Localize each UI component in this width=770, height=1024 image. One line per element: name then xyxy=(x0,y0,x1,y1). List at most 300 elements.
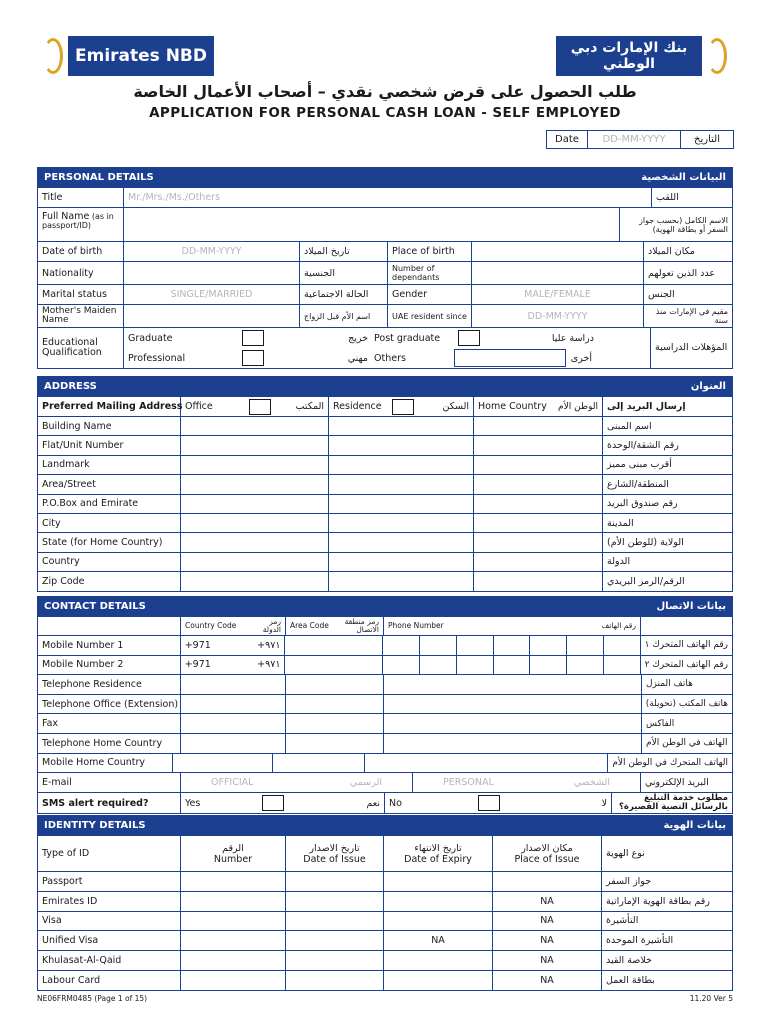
id-place-input[interactable]: NA xyxy=(493,931,602,950)
identity-row-label: Passport xyxy=(38,872,181,891)
address-residence-input[interactable] xyxy=(329,436,474,454)
address-home-country-input[interactable] xyxy=(474,456,603,474)
address-residence-input[interactable] xyxy=(329,514,474,532)
address-residence-input[interactable] xyxy=(329,533,474,551)
contact-rows xyxy=(38,635,732,772)
country-code-input[interactable] xyxy=(181,675,286,694)
contact-row-label: Mobile Home Country xyxy=(38,754,173,773)
fullname-label: Full Name (as in passport/ID) xyxy=(38,208,124,241)
col-issue-header xyxy=(286,836,384,871)
fullname-row xyxy=(38,207,732,241)
date-input[interactable]: DD-MM-YYYY xyxy=(588,131,681,148)
education-row xyxy=(38,327,732,368)
type-of-id-label: Type of ID xyxy=(38,836,181,871)
office-checkbox[interactable] xyxy=(249,399,271,415)
section-title-ar: بيانات الاتصال xyxy=(656,601,726,612)
logo-text-en: Emirates NBD xyxy=(75,46,207,66)
id-expiry-input[interactable] xyxy=(384,892,493,911)
section-title: PERSONAL DETAILS xyxy=(44,172,154,183)
phone-digit-box[interactable] xyxy=(567,656,604,675)
marital-label: Marital status xyxy=(38,285,124,304)
identity-row xyxy=(38,871,732,891)
sms-yes-option xyxy=(181,793,385,813)
fullname-label-ar: الاسم الكامل (بحسب جواز السفر أو بطاقة الهوية) xyxy=(639,215,728,234)
mother-label: Mother's Maiden Name xyxy=(38,305,124,327)
date-label: Date xyxy=(547,131,588,148)
address-row-label-ar: الولاية (للوطن الأم) xyxy=(607,537,684,549)
address-row-label: Building Name xyxy=(38,417,181,435)
col-issue-ar: تاريخ الاصدار xyxy=(309,842,360,854)
address-office-input[interactable] xyxy=(181,456,329,474)
phone-digit-box[interactable] xyxy=(457,636,494,655)
country-code-label-ar: رمز الدولة xyxy=(262,617,281,634)
address-office-input[interactable] xyxy=(181,417,329,435)
phone-number-label-ar: رقم الهاتف xyxy=(601,621,636,630)
address-rows xyxy=(38,416,732,591)
id-expiry-input[interactable] xyxy=(384,971,493,990)
address-home-country-input[interactable] xyxy=(474,533,603,551)
dependants-label: Number of dependants xyxy=(388,262,472,284)
home-country-label-ar: الوطن الأم xyxy=(558,401,598,412)
identity-rows xyxy=(38,871,732,990)
edu-label-ar: المؤهلات الدراسية xyxy=(655,342,728,353)
section-title: IDENTITY DETAILS xyxy=(44,820,146,831)
logo-mark-icon xyxy=(38,36,68,76)
contact-row xyxy=(38,733,732,753)
address-residence-input[interactable] xyxy=(329,456,474,474)
residence-label: Residence xyxy=(333,401,382,412)
contact-row-label-ar: رقم الهاتف المتحرك ١ xyxy=(644,640,728,651)
email-label: E-mail xyxy=(38,773,181,792)
col-place-ar: مكان الاصدار xyxy=(521,842,573,854)
phone-digit-box[interactable] xyxy=(420,656,457,675)
office-label: Office xyxy=(185,401,213,412)
phone-digit-box[interactable] xyxy=(420,636,457,655)
personal-email-input[interactable] xyxy=(413,773,641,792)
identity-row-label-ar: جواز السفر xyxy=(606,875,652,887)
address-row xyxy=(38,513,732,532)
identity-section xyxy=(37,815,733,991)
address-row-label-ar: رقم الشقة/الوحدة xyxy=(607,440,679,452)
contact-row-label-ar: الهاتف المتحرك في الوطن الأم xyxy=(612,757,728,768)
address-residence-input[interactable] xyxy=(329,572,474,590)
official-placeholder: OFFICIAL xyxy=(211,777,254,789)
address-home-country-input[interactable] xyxy=(474,475,603,493)
id-issue-input[interactable] xyxy=(286,892,384,911)
id-number-input[interactable] xyxy=(181,872,286,891)
country-code-input[interactable] xyxy=(181,636,286,655)
address-home-country-input[interactable] xyxy=(474,417,603,435)
postgrad-label-ar: دراسة عليا xyxy=(551,332,594,344)
contact-row-label: Telephone Home Country xyxy=(38,734,181,753)
address-row xyxy=(38,474,732,493)
identity-row xyxy=(38,891,732,911)
address-residence-input[interactable] xyxy=(329,475,474,493)
dob-input[interactable]: DD-MM-YYYY xyxy=(124,242,300,261)
email-row xyxy=(38,772,732,792)
contact-row-label-ar: رقم الهاتف المتحرك ٢ xyxy=(644,659,728,670)
contact-row xyxy=(38,694,732,714)
office-option xyxy=(181,397,329,416)
id-issue-input[interactable] xyxy=(286,912,384,931)
professional-label: Professional xyxy=(128,352,186,364)
official-placeholder-ar: الرسمي xyxy=(349,777,382,789)
yes-checkbox[interactable] xyxy=(262,795,284,811)
id-expiry-input[interactable]: NA xyxy=(384,931,493,950)
sms-label: SMS alert required? xyxy=(38,793,181,813)
section-header xyxy=(38,377,732,396)
address-residence-input[interactable] xyxy=(329,553,474,571)
sms-no-option xyxy=(385,793,612,813)
section-header xyxy=(38,597,732,616)
professional-label-ar: مهني xyxy=(347,352,368,364)
address-row-label: City xyxy=(38,514,181,532)
office-label-ar: المكتب xyxy=(295,401,324,412)
identity-row-label-ar: رقم بطاقة الهوية الإماراتية xyxy=(606,895,710,907)
identity-row xyxy=(38,970,732,990)
address-section xyxy=(37,376,733,592)
dob-label: Date of birth xyxy=(38,242,124,261)
dependants-input[interactable] xyxy=(472,262,644,284)
date-label-ar: التاريخ xyxy=(694,134,720,145)
marital-label-ar: الحالة الاجتماعية xyxy=(300,285,388,304)
address-row xyxy=(38,455,732,474)
uae-label-ar: مقيم في الإمارات منذ سنة xyxy=(655,307,728,325)
col-number-header xyxy=(181,836,286,871)
address-row-label-ar: المدينة xyxy=(607,517,634,529)
personal-details-section xyxy=(37,167,733,369)
preferred-address-row xyxy=(38,396,732,416)
country-code-value: +971 xyxy=(184,659,211,671)
col-expiry-ar: تاريخ الانتهاء xyxy=(414,842,462,854)
emirates-nbd-logo-ar xyxy=(556,36,732,76)
id-place-input[interactable] xyxy=(493,872,602,891)
id-number-input[interactable] xyxy=(181,971,286,990)
section-title: CONTACT DETAILS xyxy=(44,601,146,612)
section-title-ar: بيانات الهوية xyxy=(663,820,726,831)
others-input[interactable] xyxy=(454,349,566,367)
fullname-input[interactable] xyxy=(124,208,620,241)
phone-digit-box[interactable] xyxy=(530,636,567,655)
id-place-input[interactable]: NA xyxy=(493,971,602,990)
id-issue-input[interactable] xyxy=(286,951,384,970)
id-issue-input[interactable] xyxy=(286,872,384,891)
form-title-ar: طلب الحصول على قرض شخصي نقدي – أصحاب الأعمال الخاصة xyxy=(133,82,637,101)
address-office-input[interactable] xyxy=(181,533,329,551)
phone-digit-box[interactable] xyxy=(604,656,640,675)
emirates-nbd-logo-en xyxy=(38,36,214,76)
section-title-ar: البيانات الشخصية xyxy=(641,172,726,183)
phone-number-input[interactable] xyxy=(384,734,642,753)
residence-label-ar: السكن xyxy=(442,401,469,412)
section-header xyxy=(38,168,732,187)
address-home-country-input[interactable] xyxy=(474,436,603,454)
area-code-input[interactable] xyxy=(286,675,384,694)
phone-number-input[interactable] xyxy=(384,714,642,733)
phone-digit-box[interactable] xyxy=(457,656,494,675)
contact-row-label: Telephone Office (Extension) xyxy=(38,695,181,714)
area-code-label-ar: رمز منطقة الاتصال xyxy=(344,617,379,634)
address-row xyxy=(38,494,732,513)
identity-header-row xyxy=(38,835,732,871)
contact-row xyxy=(38,753,732,773)
mother-input[interactable] xyxy=(124,305,300,327)
address-row-label: Flat/Unit Number xyxy=(38,436,181,454)
identity-row-label: Khulasat-Al-Qaid xyxy=(38,951,181,970)
area-code-input[interactable] xyxy=(285,656,383,675)
marital-input[interactable]: SINGLE/MARRIED xyxy=(124,285,300,304)
identity-row-label-ar: التأشيرة الموحدة xyxy=(606,935,674,947)
address-residence-input[interactable] xyxy=(329,417,474,435)
professional-checkbox[interactable] xyxy=(242,350,264,366)
country-code-header xyxy=(181,617,286,635)
contact-row-label-ar: هاتف المنزل xyxy=(646,679,693,690)
address-row-label: Landmark xyxy=(38,456,181,474)
residence-checkbox[interactable] xyxy=(392,399,414,415)
address-office-input[interactable] xyxy=(181,495,329,513)
address-row xyxy=(38,552,732,571)
area-code-input[interactable] xyxy=(285,636,383,655)
address-row xyxy=(38,532,732,551)
home-country-label: Home Country xyxy=(478,401,547,412)
address-row xyxy=(38,416,732,435)
identity-row-label-ar: بطاقة العمل xyxy=(606,974,655,986)
address-row-label-ar: الرقم/الرمز البريدي xyxy=(607,575,685,587)
identity-row xyxy=(38,950,732,970)
edu-line-2 xyxy=(124,348,650,368)
id-expiry-input[interactable] xyxy=(384,951,493,970)
contact-row-label: Fax xyxy=(38,714,181,733)
address-row-label: P.O.Box and Emirate xyxy=(38,495,181,513)
phone-number-label: Phone Number xyxy=(388,621,444,630)
id-number-input[interactable] xyxy=(181,931,286,950)
phone-digit-box[interactable] xyxy=(383,656,420,675)
nationality-label: Nationality xyxy=(38,262,124,284)
address-office-input[interactable] xyxy=(181,475,329,493)
form-title-en: APPLICATION FOR PERSONAL CASH LOAN - SELF EMPLOYED xyxy=(149,105,621,121)
yes-label-ar: نعم xyxy=(366,797,380,809)
nationality-label-ar: الجنسية xyxy=(300,262,388,284)
address-row xyxy=(38,571,732,590)
id-issue-input[interactable] xyxy=(286,971,384,990)
contact-row-label-ar: هاتف المكتب (تحويلة) xyxy=(645,699,728,710)
phone-number-input[interactable] xyxy=(384,675,642,694)
country-code-input[interactable] xyxy=(181,734,286,753)
col-expiry: Date of Expiry xyxy=(404,853,472,865)
no-checkbox[interactable] xyxy=(478,795,500,811)
mother-label-ar: اسم الأم قبل الزواج xyxy=(300,305,388,327)
identity-row-label: Emirates ID xyxy=(38,892,181,911)
country-code-input[interactable] xyxy=(173,754,272,773)
id-issue-input[interactable] xyxy=(286,931,384,950)
mother-row xyxy=(38,304,732,327)
postgrad-checkbox[interactable] xyxy=(458,330,480,346)
area-code-input[interactable] xyxy=(286,734,384,753)
personal-placeholder: PERSONAL xyxy=(443,777,494,789)
col-place: Place of Issue xyxy=(514,853,580,865)
graduate-label-ar: خريج xyxy=(348,332,368,344)
id-place-input[interactable]: NA xyxy=(493,892,602,911)
identity-row xyxy=(38,930,732,950)
no-label: No xyxy=(389,797,402,809)
contact-row xyxy=(38,713,732,733)
official-email-input[interactable] xyxy=(181,773,413,792)
blank-cell xyxy=(641,617,732,635)
pob-input[interactable] xyxy=(472,242,644,261)
graduate-label: Graduate xyxy=(128,332,173,344)
title-label-ar: اللقب xyxy=(656,192,679,203)
contact-header-row xyxy=(38,616,732,635)
country-code-value-ar: +٩٧١ xyxy=(257,659,281,671)
yes-label: Yes xyxy=(185,797,201,809)
phone-digit-box[interactable] xyxy=(530,656,567,675)
dependants-label-ar: عدد الذين تعولهم xyxy=(648,267,716,279)
address-office-input[interactable] xyxy=(181,572,329,590)
gender-label: Gender xyxy=(388,285,472,304)
identity-row-label: Labour Card xyxy=(38,971,181,990)
phone-number-input[interactable] xyxy=(384,695,642,714)
col-place-header xyxy=(493,836,602,871)
country-code-value-ar: +٩٧١ xyxy=(257,639,281,651)
form-code: NE06FRM0485 (Page 1 of 15) xyxy=(37,994,148,1003)
identity-row xyxy=(38,911,732,931)
title-label: Title xyxy=(38,188,124,207)
address-row-label: Area/Street xyxy=(38,475,181,493)
address-home-country-input[interactable] xyxy=(474,572,603,590)
address-row-label: Zip Code xyxy=(38,572,181,590)
phone-digit-box[interactable] xyxy=(494,636,531,655)
others-label: Others xyxy=(374,352,406,364)
pref-label-ar: إرسال البريد إلى xyxy=(607,401,686,412)
id-number-input[interactable] xyxy=(181,892,286,911)
marital-row xyxy=(38,284,732,304)
id-expiry-input[interactable] xyxy=(384,872,493,891)
address-row-label-ar: رقم صندوق البريد xyxy=(607,498,678,510)
postgrad-label: Post graduate xyxy=(374,332,441,344)
phone-header xyxy=(384,617,641,635)
phone-number-input[interactable] xyxy=(365,754,608,773)
logo-mark-icon xyxy=(702,36,732,76)
identity-row-label: Unified Visa xyxy=(38,931,181,950)
others-label-ar: أخرى xyxy=(570,352,592,364)
section-title-ar: العنوان xyxy=(690,381,726,392)
phone-digit-box[interactable] xyxy=(494,656,531,675)
edu-line-1 xyxy=(124,328,650,348)
country-code-input[interactable] xyxy=(181,695,286,714)
phone-digit-box[interactable] xyxy=(604,636,640,655)
address-residence-input[interactable] xyxy=(329,495,474,513)
pob-label: Place of birth xyxy=(388,242,472,261)
logo-text-ar: بنك الإمارات دبي الوطني xyxy=(570,40,688,72)
phone-digit-box[interactable] xyxy=(567,636,604,655)
form-version: 11.20 Ver 5 xyxy=(689,994,733,1003)
contact-row xyxy=(38,635,732,655)
address-home-country-input[interactable] xyxy=(474,495,603,513)
col-number-ar: الرقم xyxy=(222,842,244,854)
address-row xyxy=(38,435,732,454)
section-title: ADDRESS xyxy=(44,381,97,392)
address-office-input[interactable] xyxy=(181,436,329,454)
dob-row xyxy=(38,241,732,261)
address-office-input[interactable] xyxy=(181,553,329,571)
edu-options xyxy=(124,328,651,368)
nationality-input[interactable] xyxy=(124,262,300,284)
id-expiry-input[interactable] xyxy=(384,912,493,931)
pref-label: Preferred Mailing Address xyxy=(38,397,181,416)
id-number-input[interactable] xyxy=(181,951,286,970)
address-row-label: State (for Home Country) xyxy=(38,533,181,551)
id-place-input[interactable]: NA xyxy=(493,912,602,931)
gender-input[interactable]: MALE/FEMALE xyxy=(472,285,644,304)
identity-row-label-ar: التأشيرة xyxy=(606,915,639,927)
country-code-label: Country Code xyxy=(185,621,237,630)
col-issue: Date of Issue xyxy=(303,853,366,865)
type-of-id-label-ar: نوع الهوية xyxy=(606,848,645,859)
address-home-country-input[interactable] xyxy=(474,553,603,571)
title-input[interactable]: Mr./Mrs./Ms./Others xyxy=(124,188,652,207)
residence-option xyxy=(329,397,474,416)
phone-number-input[interactable] xyxy=(383,636,640,655)
address-row-label: Country xyxy=(38,553,181,571)
area-code-header xyxy=(286,617,384,635)
nationality-row xyxy=(38,261,732,284)
phone-digit-box[interactable] xyxy=(383,636,420,655)
email-label-ar: البريد الإلكتروني xyxy=(645,777,709,789)
col-expiry-header xyxy=(384,836,493,871)
date-field[interactable] xyxy=(546,130,734,149)
address-office-input[interactable] xyxy=(181,514,329,532)
country-code-input[interactable] xyxy=(181,656,286,675)
contact-row-label-ar: الهاتف في الوطن الأم xyxy=(646,738,728,749)
contact-row xyxy=(38,674,732,694)
no-label-ar: لا xyxy=(601,797,607,809)
home-country-option[interactable] xyxy=(474,397,603,416)
identity-row-label-ar: خلاصة القيد xyxy=(606,955,652,967)
title-row xyxy=(38,187,732,207)
area-code-label: Area Code xyxy=(290,621,329,630)
graduate-checkbox[interactable] xyxy=(242,330,264,346)
uae-label: UAE resident since xyxy=(388,305,472,327)
contact-row-label: Mobile Number 2 xyxy=(38,656,181,675)
section-header xyxy=(38,816,732,835)
pob-label-ar: مكان الميلاد xyxy=(648,246,696,257)
contact-row xyxy=(38,655,732,675)
gender-label-ar: الجنس xyxy=(648,289,675,300)
id-place-input[interactable]: NA xyxy=(493,951,602,970)
contact-row-label: Telephone Residence xyxy=(38,675,181,694)
area-code-input[interactable] xyxy=(273,754,366,773)
identity-row-label: Visa xyxy=(38,912,181,931)
contact-row-label: Mobile Number 1 xyxy=(38,636,181,655)
uae-input[interactable]: DD-MM-YYYY xyxy=(472,305,644,327)
address-home-country-input[interactable] xyxy=(474,514,603,532)
sms-row xyxy=(38,792,732,813)
area-code-input[interactable] xyxy=(286,695,384,714)
sms-label-ar: مطلوب خدمة التبليغ بالرسائل النصية القصيرة؟ xyxy=(619,793,728,813)
phone-number-input[interactable] xyxy=(383,656,640,675)
blank-cell xyxy=(38,617,181,635)
address-row-label-ar: الدولة xyxy=(607,556,631,568)
edu-label: Educational Qualification xyxy=(38,328,124,368)
area-code-input[interactable] xyxy=(286,714,384,733)
personal-placeholder-ar: الشخصي xyxy=(573,777,610,789)
contact-section xyxy=(37,596,733,814)
country-code-input[interactable] xyxy=(181,714,286,733)
dob-label-ar: تاريخ الميلاد xyxy=(300,242,388,261)
id-number-input[interactable] xyxy=(181,912,286,931)
contact-row-label-ar: الفاكس xyxy=(646,718,675,729)
address-row-label-ar: أقرب مبنى مميز xyxy=(607,459,672,471)
